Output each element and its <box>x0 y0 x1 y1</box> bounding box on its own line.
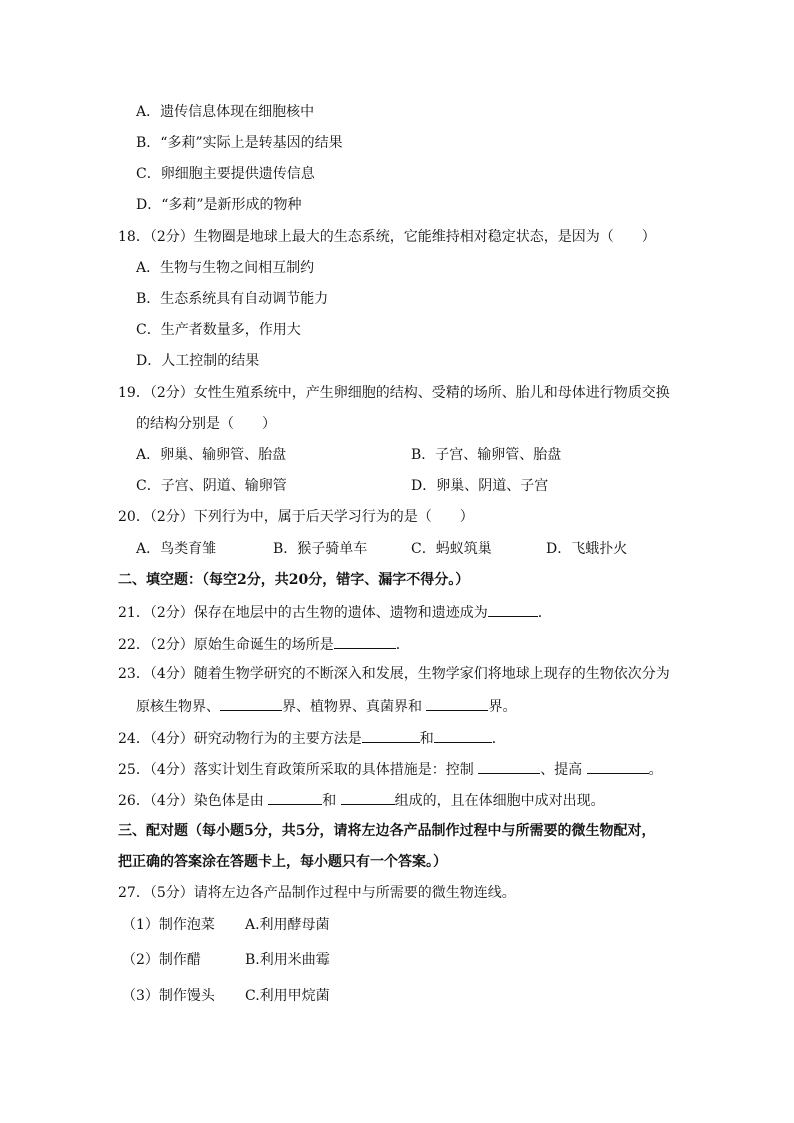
q21-text: 21．（2分）保存在地层中的古生物的遗体、遗物和遗迹成为 <box>118 605 488 621</box>
q20-stem: 20．（2分）下列行为中，属于后天学习行为的是（ ） <box>118 509 474 525</box>
q22-blank[interactable] <box>334 634 396 649</box>
q20-option-d: D．飞蛾扑火 <box>546 541 628 557</box>
q23-line1: 23．（4分）随着生物学研究的不断深入和发展，生物学家们将地球上现存的生物依次分为 <box>118 666 670 682</box>
q27-right-3: C.利用甲烷菌 <box>245 988 330 1004</box>
q19-option-a: A．卵巢、输卵管、胎盘 <box>136 447 287 463</box>
q17-option-a: A．遗传信息体现在细胞核中 <box>136 104 315 120</box>
q17-option-d: D．“多莉”是新形成的物种 <box>136 197 302 213</box>
q24-blank-1[interactable] <box>362 728 420 743</box>
q18-option-c: C．生产者数量多，作用大 <box>136 322 301 338</box>
q24-blank-2[interactable] <box>434 728 492 743</box>
q27-stem: 27．（5分）请将左边各产品制作过程中与所需要的微生物连线。 <box>118 885 516 901</box>
q27-left-1: （1）制作泡菜 <box>122 917 215 933</box>
q21 <box>118 602 552 622</box>
q26-blank-1[interactable] <box>268 790 322 805</box>
q20-option-a: A．鸟类育雏 <box>136 541 217 557</box>
q22 <box>118 634 410 654</box>
section-heading-matching-line2: 把正确的答案涂在答题卡上，每小题只有一个答案。） <box>118 854 447 870</box>
q25-blank-2[interactable] <box>587 759 649 774</box>
q25-text-b: 、提高 <box>540 762 583 778</box>
q19-stem-line2: 的结构分别是（ ） <box>136 416 276 432</box>
q23-line2 <box>136 696 516 716</box>
q19-option-c: C．子宫、阴道、输卵管 <box>136 478 287 494</box>
q25-blank-1[interactable] <box>478 759 540 774</box>
q19-option-d: D．卵巢、阴道、子宫 <box>411 478 549 494</box>
q20-option-b: B．猴子骑单车 <box>273 541 368 557</box>
q18-option-d: D．人工控制的结果 <box>136 353 260 369</box>
q23-text-c: 界。 <box>488 699 517 715</box>
q22-text: 22．（2分）原始生命诞生的场所是 <box>118 637 334 653</box>
q26-blank-2[interactable] <box>341 790 395 805</box>
q18-stem: 18．（2分）生物圈是地球上最大的生态系统，它能维持相对稳定状态，是因为（ ） <box>118 229 656 245</box>
q17-option-c: C．卵细胞主要提供遗传信息 <box>136 166 315 182</box>
q27-left-3: （3）制作馒头 <box>122 988 215 1004</box>
q25-text-c: 。 <box>648 762 663 778</box>
q21-blank[interactable] <box>488 602 538 617</box>
q24-text-c: ． <box>491 731 506 747</box>
q23-blank-1[interactable] <box>220 696 282 711</box>
q27-right-2: B.利用米曲霉 <box>245 952 330 968</box>
q26 <box>118 790 605 810</box>
q22-end: ． <box>395 637 410 653</box>
q24 <box>118 728 506 748</box>
q23-text-b: 界、植物界、真菌界和 <box>282 699 422 715</box>
q27-right-1: A.利用酵母菌 <box>245 917 330 933</box>
q27-left-2: （2）制作醋 <box>122 952 201 968</box>
q18-option-b: B．生态系统具有自动调节能力 <box>136 291 329 307</box>
q26-text-b: 和 <box>322 793 337 809</box>
q26-text-c: 组成的，且在体细胞中成对出现。 <box>394 793 605 809</box>
q19-stem-line1: 19．（2分）女性生殖系统中，产生卵细胞的结构、受精的场所、胎儿和母体进行物质交换 <box>118 385 670 401</box>
q23-text-a: 原核生物界、 <box>136 699 220 715</box>
q26-text-a: 26．（4分）染色体是由 <box>118 793 264 809</box>
q19-option-b: B．子宫、输卵管、胎盘 <box>411 447 562 463</box>
section-heading-fill-in: 二、填空题：（每空2分，共20分，错字、漏字不得分。） <box>118 572 470 588</box>
q20-option-c: C．蚂蚁筑巢 <box>411 541 492 557</box>
q18-option-a: A．生物与生物之间相互制约 <box>136 260 315 276</box>
section-heading-matching-line1: 三、配对题（每小题5分，共5分，请将左边各产品制作过程中与所需要的微生物配对， <box>118 823 656 839</box>
q25-text-a: 25．（4分）落实计划生育政策所采取的具体措施是：控制 <box>118 762 474 778</box>
q23-blank-2[interactable] <box>426 696 488 711</box>
q17-option-b: B．“多莉”实际上是转基因的结果 <box>136 135 343 151</box>
q25 <box>118 759 663 779</box>
q24-text-a: 24．（4分）研究动物行为的主要方法是 <box>118 731 362 747</box>
q24-text-b: 和 <box>419 731 434 747</box>
q21-end: ． <box>537 605 552 621</box>
